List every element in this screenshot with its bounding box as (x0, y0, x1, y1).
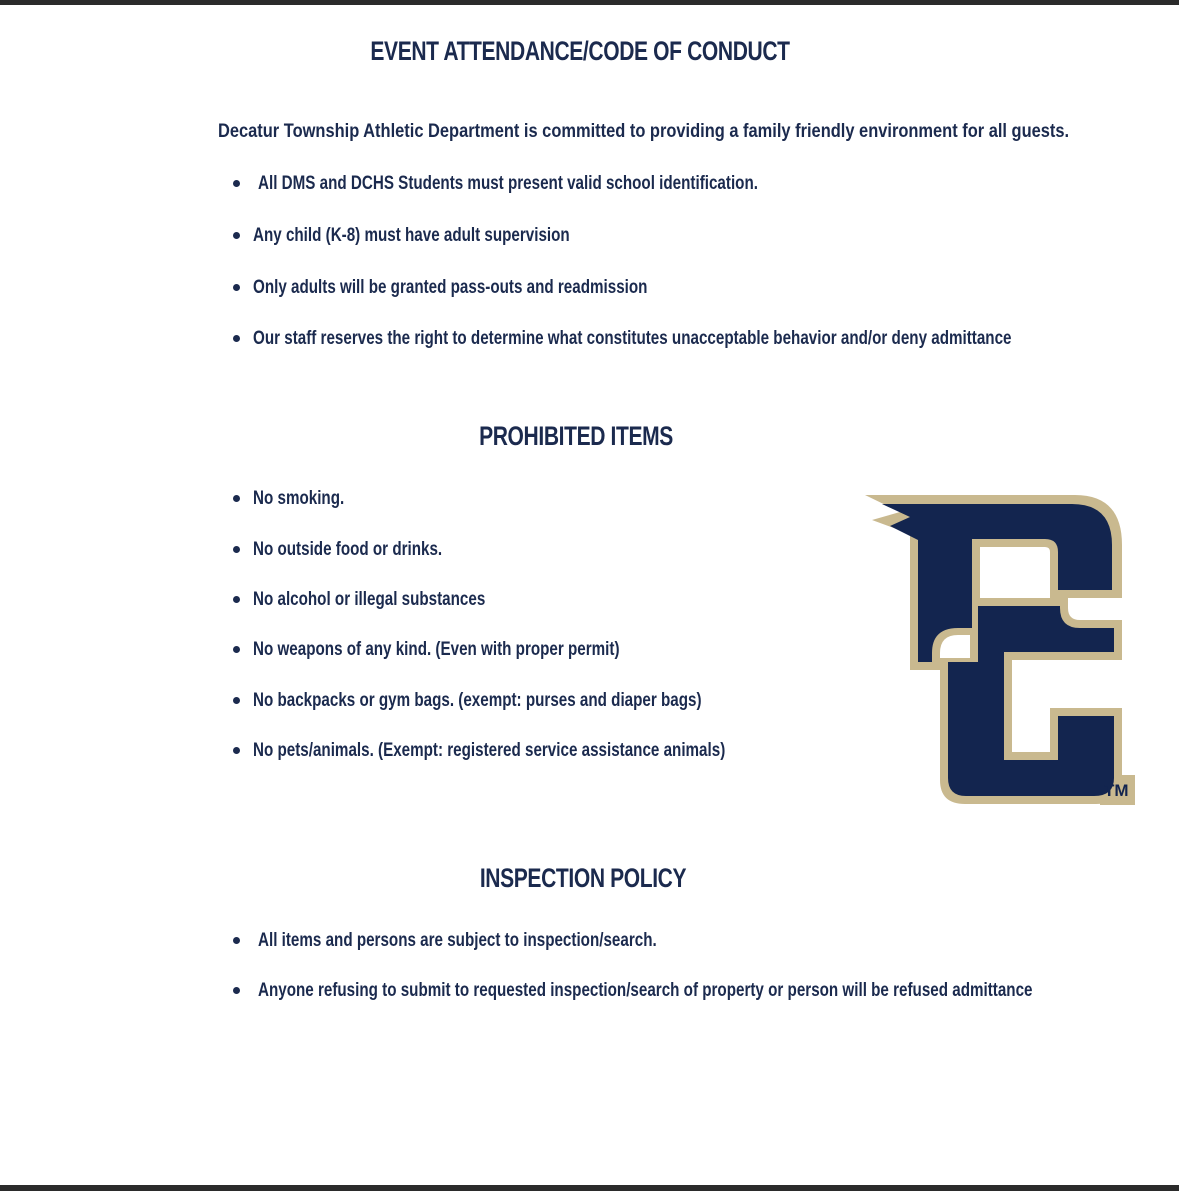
list-item-text: All DMS and DCHS Students must present valid school identification. (258, 173, 758, 194)
conduct-intro: Decatur Township Athletic Department is committed to providing a family friendly environment for all guests. (218, 121, 1070, 142)
bottom-border (0, 1185, 1179, 1191)
list-item-text: No pets/animals. (Exempt: registered service assistance animals) (253, 740, 726, 761)
top-border (0, 0, 1179, 5)
bullet-icon (233, 546, 240, 553)
list-item-text: No outside food or drinks. (253, 539, 443, 560)
dc-logo-icon (860, 490, 1140, 810)
bullet-icon (233, 987, 240, 994)
trademark-mark: TM (1104, 781, 1129, 800)
bullet-icon (233, 180, 240, 187)
bullet-icon (233, 747, 240, 754)
bullet-icon (233, 284, 240, 291)
bullet-icon (233, 596, 240, 603)
bullet-icon (233, 495, 240, 502)
list-item-text: Our staff reserves the right to determine what constitutes unacceptable behavior and/or deny admittance (253, 328, 1012, 349)
bullet-icon (233, 335, 240, 342)
bullet-icon (233, 232, 240, 239)
prohibited-heading: PROHIBITED ITEMS (479, 421, 673, 451)
list-item-text: No alcohol or illegal substances (253, 589, 486, 610)
list-item-text: No backpacks or gym bags. (exempt: purses and diaper bags) (253, 690, 702, 711)
conduct-heading: EVENT ATTENDANCE/CODE OF CONDUCT (370, 36, 790, 66)
list-item-text: Anyone refusing to submit to requested inspection/search of property or person will be refused admittance (258, 980, 1033, 1001)
inspection-heading: INSPECTION POLICY (479, 863, 687, 893)
bullet-icon (233, 937, 240, 944)
list-item-text: Only adults will be granted pass-outs and readmission (253, 277, 648, 298)
list-item-text: No weapons of any kind. (Even with proper permit) (253, 639, 620, 660)
list-item-text: No smoking. (253, 488, 345, 509)
list-item-text: Any child (K-8) must have adult supervision (253, 225, 570, 246)
bullet-icon (233, 646, 240, 653)
list-item-text: All items and persons are subject to inspection/search. (258, 930, 657, 951)
bullet-icon (233, 697, 240, 704)
